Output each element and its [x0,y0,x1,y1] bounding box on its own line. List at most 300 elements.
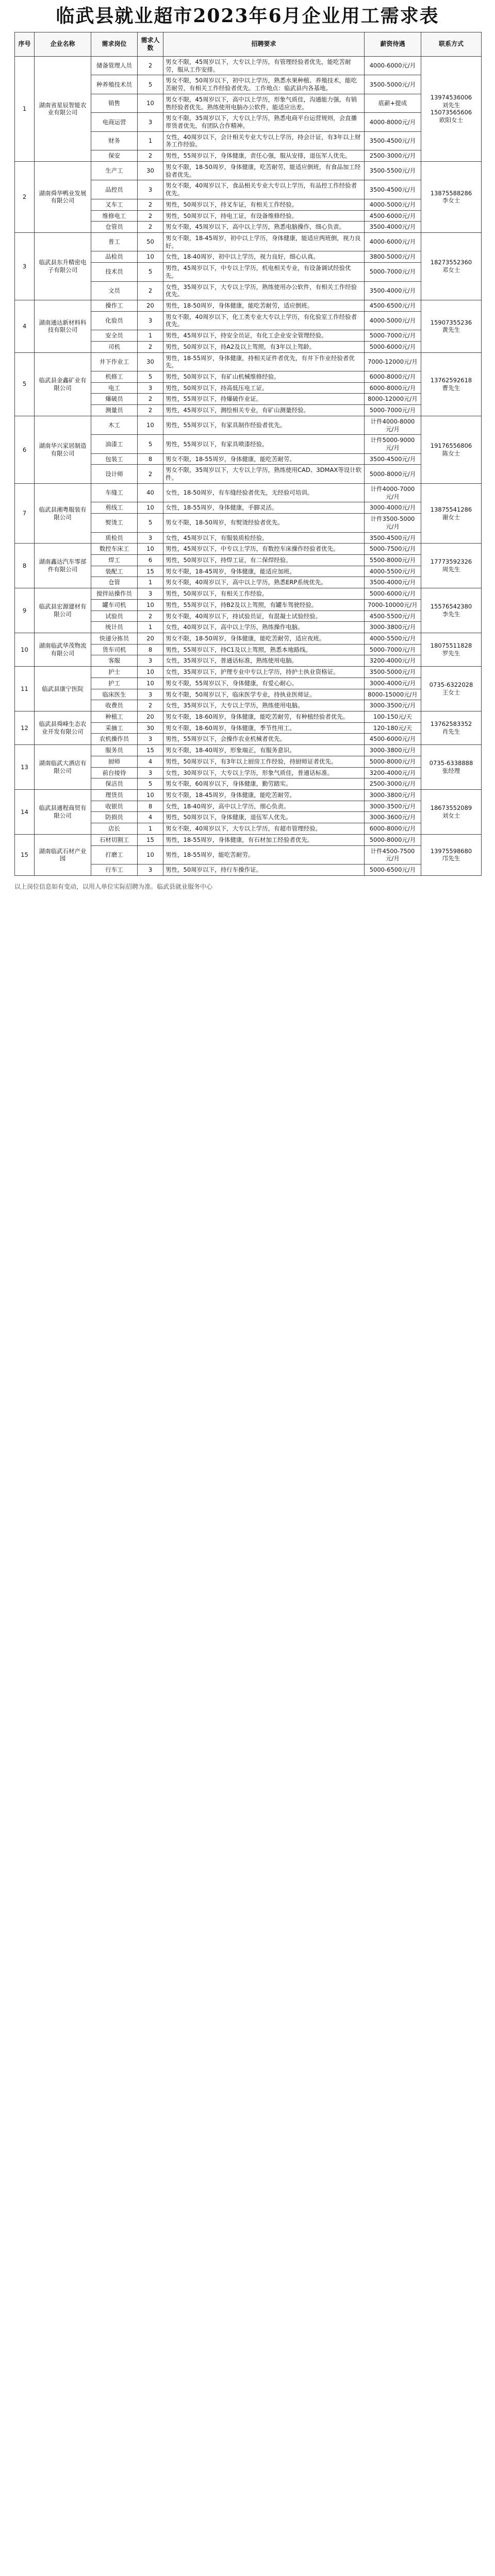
job-salary: 3200-4000元/月 [365,655,421,667]
table-row [15,745,482,756]
job-requirement: 女性，35周岁以下，护理专业中专以上学历，持护士执业资格证。 [163,667,365,678]
company-number: 15 [15,834,35,875]
job-post: 化验员 [91,311,138,330]
company-contact: 0735-6322028 王女士 [421,667,482,711]
company-name: 临武县东升精密电子有限公司 [35,232,91,300]
job-post: 销售 [91,94,138,112]
company-name: 湖南华兴家居制造有限公司 [35,416,91,483]
job-requirement: 男性，50周岁以下，身体健康，退伍军人优先。 [163,812,365,823]
job-post: 前台接待 [91,767,138,778]
company-number: 8 [15,544,35,588]
company-number: 6 [15,416,35,483]
job-salary: 底薪+提成 [365,94,421,112]
job-count: 50 [138,232,163,251]
job-count: 2 [138,210,163,222]
job-salary: 计件5000-9000元/月 [365,435,421,453]
job-requirement: 男女不限，40周岁以下，化工类专业大专以上学历，有化验室工作经验者优先。 [163,311,365,330]
job-post: 打磨工 [91,845,138,864]
job-count: 3 [138,588,163,600]
job-count: 1 [138,823,163,835]
job-salary: 6000-8000元/月 [365,371,421,383]
job-count: 2 [138,394,163,405]
job-count: 20 [138,633,163,644]
table-row [15,667,482,678]
job-requirement: 男女不限，60周岁以下，身体健康，勤劳踏实。 [163,778,365,790]
job-salary: 120-180元/天 [365,722,421,734]
job-salary: 5000-6500元/月 [365,865,421,876]
job-salary: 3500-4500元/月 [365,532,421,544]
job-post: 剪线工 [91,502,138,514]
job-count: 30 [138,722,163,734]
job-post: 防损员 [91,812,138,823]
job-requirement: 女性，35周岁以下，大专以上学历，熟练使用电脑。 [163,700,365,711]
job-requirement: 女性，18-55周岁，身体健康，手脚灵活。 [163,502,365,514]
job-requirement: 男女不限，18-60周岁，身体健康，季节性用工。 [163,722,365,734]
job-salary: 4500-6500元/月 [365,300,421,311]
job-requirement: 男女不限，55周岁以下，身体健康，有爱心耐心。 [163,677,365,689]
job-requirement: 男女不限，18-50周岁，身体健康，吃苦耐劳，能适应倒班，有食品加工经验者优先。 [163,161,365,180]
job-salary: 3500-4000元/月 [365,577,421,588]
job-post: 快递分拣员 [91,633,138,644]
job-requirement: 男女不限，50周岁以下，临床医学专业，持执业医师证。 [163,689,365,700]
company-name: 临武县舜峰生态农业开发有限公司 [35,711,91,745]
job-count: 4 [138,756,163,767]
job-post: 种植工 [91,711,138,723]
job-count: 5 [138,778,163,790]
company-number: 4 [15,300,35,352]
job-salary: 计件4000-7000元/月 [365,483,421,502]
job-requirement: 女性，30周岁以下，大专以上学历，形象气质佳，普通话标准。 [163,767,365,778]
company-name: 湖南舜华鸭业发展有限公司 [35,161,91,232]
job-count: 3 [138,532,163,544]
job-requirement: 男女不限，18-60周岁，身体健康，能吃苦耐劳，有种植经验者优先。 [163,711,365,723]
job-salary: 5000-8000元/月 [365,834,421,845]
job-post: 司机 [91,341,138,352]
company-number: 14 [15,790,35,835]
job-salary: 8000-12000元/月 [365,394,421,405]
job-requirement: 女性，35周岁以下，大专以上学历，熟练使用办公软件，有相关工作经验优先。 [163,281,365,300]
job-count: 1 [138,622,163,633]
job-salary: 3500-4500元/月 [365,131,421,150]
job-post: 维修电工 [91,210,138,222]
job-count: 1 [138,330,163,342]
table-row [15,232,482,251]
job-count: 2 [138,199,163,210]
job-requirement: 男女不限，18-50周岁，有熨烫经验者优先。 [163,514,365,532]
job-salary: 5000-8000元/月 [365,465,421,483]
job-requirement: 男性，50周岁以下，有相关工作经验。 [163,588,365,600]
table-row [15,483,482,502]
job-post: 收银员 [91,801,138,812]
job-salary: 4500-6000元/月 [365,210,421,222]
job-post: 普工 [91,232,138,251]
company-number: 1 [15,57,35,162]
table-row [15,416,482,434]
company-contact: 15907355236 黄先生 [421,300,482,352]
column-header: 需求岗位 [91,32,138,57]
job-post: 木工 [91,416,138,434]
job-count: 2 [138,150,163,162]
job-requirement: 男性，50周岁以下，持焊工证，有二保焊经验。 [163,554,365,566]
job-salary: 2500-3000元/月 [365,778,421,790]
company-name: 临武县湘粤服装有限公司 [35,483,91,543]
company-contact: 18673552089 刘女士 [421,790,482,835]
job-requirement: 男性，50周岁以下，有矿山机械维修经验。 [163,371,365,383]
job-post: 石材切割工 [91,834,138,845]
column-header: 需求人数 [138,32,163,57]
job-count: 3 [138,311,163,330]
company-contact: 18273552360 邓女士 [421,232,482,300]
job-requirement: 男性，18-55周岁，身体健康，有石材加工经验者优先。 [163,834,365,845]
job-salary: 5500-8000元/月 [365,554,421,566]
job-salary: 4500-6000元/月 [365,734,421,745]
job-post: 操作工 [91,300,138,311]
job-requirement: 男性，50周岁以下，有3年以上厨房工作经验，持厨师证者优先。 [163,756,365,767]
job-salary: 3000-3600元/月 [365,812,421,823]
job-post: 文员 [91,281,138,300]
job-count: 20 [138,300,163,311]
company-contact: 13875588286 李女士 [421,161,482,232]
job-post: 爆破员 [91,394,138,405]
job-post: 油漆工 [91,435,138,453]
job-requirement: 男性，18-55周岁，能吃苦耐劳。 [163,845,365,864]
job-post: 熨烫工 [91,514,138,532]
job-salary: 3000-3800元/月 [365,745,421,756]
job-requirement: 男女不限，18-50周岁，身体健康，能吃苦耐劳，适应夜班。 [163,633,365,644]
job-count: 5 [138,371,163,383]
job-salary: 5000-7000元/月 [365,405,421,416]
job-post: 厨师 [91,756,138,767]
job-requirement: 男性，55周岁以下，持爆破作业证。 [163,394,365,405]
table-row [15,588,482,600]
company-name: 湖南临武石材产业园 [35,834,91,875]
company-name: 临武县康宁医院 [35,667,91,711]
job-post: 农机操作员 [91,734,138,745]
company-contact: 18075511828 罗先生 [421,633,482,666]
job-count: 5 [138,435,163,453]
job-count: 30 [138,352,163,371]
company-name: 临武县通程商贸有限公司 [35,790,91,835]
job-requirement: 男女不限，35周岁以下，大专以上学历，熟练使用CAD、3DMAX等设计软件。 [163,465,365,483]
job-salary: 3500-4000元/月 [365,222,421,233]
job-salary: 4500-5500元/月 [365,611,421,622]
job-salary: 3500-5500元/月 [365,161,421,180]
job-salary: 3800-5000元/月 [365,251,421,263]
job-salary: 3500-5000元/月 [365,667,421,678]
job-count: 2 [138,465,163,483]
job-salary: 5000-7500元/月 [365,544,421,555]
job-count: 2 [138,341,163,352]
job-post: 保洁员 [91,778,138,790]
job-post: 车缝工 [91,483,138,502]
job-post: 搅拌站操作员 [91,588,138,600]
job-requirement: 男女不限，40周岁以下，食品相关专业大专以上学历，有品控工作经验者优先。 [163,180,365,199]
column-header: 序号 [15,32,35,57]
job-count: 10 [138,667,163,678]
job-count: 3 [138,865,163,876]
table-row [15,57,482,75]
job-salary: 5000-6000元/月 [365,341,421,352]
table-row [15,544,482,555]
company-number: 12 [15,711,35,745]
table-row [15,633,482,644]
company-number: 11 [15,667,35,711]
job-salary: 5000-7000元/月 [365,330,421,342]
job-requirement: 女性，40周岁以下，高中以上学历，熟练操作电脑。 [163,622,365,633]
job-requirement: 男女不限，40周岁以下，大专以上学历，有超市管理经验。 [163,823,365,835]
job-post: 服务员 [91,745,138,756]
table-row [15,300,482,311]
job-requirement: 男性，18-55周岁，身体健康，持相关证件者优先，有井下作业经验者优先。 [163,352,365,371]
job-requirement: 男性，45周岁以下，中专以上学历，机电相关专业，有设备调试经验优先。 [163,263,365,281]
job-salary: 4000-5500元/月 [365,633,421,644]
company-number: 3 [15,232,35,300]
job-count: 5 [138,75,163,94]
job-count: 10 [138,544,163,555]
company-name: 临武县宏源建材有限公司 [35,588,91,633]
job-requirement: 男性，55周岁以下，有家具喷漆经验。 [163,435,365,453]
job-requirement: 男女不限，35周岁以下，大专以上学历，熟悉电商平台运营规则，会直播带货者优先，有团队合作精神。 [163,113,365,131]
company-name: 湖南鑫达汽车零部件有限公司 [35,544,91,588]
company-number: 5 [15,352,35,416]
job-salary: 计件3500-5000元/月 [365,514,421,532]
job-post: 种养殖技术员 [91,75,138,94]
table-row [15,834,482,845]
job-salary: 4000-8000元/月 [365,113,421,131]
job-post: 数控车床工 [91,544,138,555]
table-row [15,790,482,801]
job-requirement: 男女不限，18-45周岁，初中以上学历，身体健康，能适应两班倒，视力良好。 [163,232,365,251]
job-salary: 3000-4000元/月 [365,677,421,689]
job-count: 10 [138,502,163,514]
job-salary: 6000-8000元/月 [365,382,421,394]
job-post: 临床医生 [91,689,138,700]
table-row [15,161,482,180]
job-salary: 4000-5000元/月 [365,311,421,330]
job-requirement: 女性，45周岁以下，有服装质检经验。 [163,532,365,544]
company-number: 9 [15,588,35,633]
job-count: 3 [138,689,163,700]
job-count: 8 [138,801,163,812]
job-salary: 3000-4000元/月 [365,502,421,514]
job-salary: 5000-6000元/月 [365,588,421,600]
job-post: 罐车司机 [91,599,138,611]
company-contact: 13975598680 邝先生 [421,834,482,875]
job-requirement: 男性，55周岁以下，持C1及以上驾照，熟悉本地路线。 [163,644,365,655]
job-post: 技术员 [91,263,138,281]
footer-note: 以上岗位信息如有变动，以用人单位实际招聘为准。临武县就业服务中心 [14,883,213,890]
job-post: 焊工 [91,554,138,566]
job-requirement: 男性，50周岁以下，持A2及以上驾照，有3年以上驾龄。 [163,341,365,352]
job-salary: 3000-3500元/月 [365,700,421,711]
job-requirement: 女性，18-50周岁，有车缝经验者优先，无经验可培训。 [163,483,365,502]
job-salary: 2500-3000元/月 [365,150,421,162]
job-count: 2 [138,405,163,416]
company-contact: 15576542380 李先生 [421,588,482,633]
job-salary: 7000-12000元/月 [365,352,421,371]
job-count: 30 [138,161,163,180]
job-requirement: 男女不限，45周岁以下，高中以上学历，熟悉电脑操作，细心负责。 [163,222,365,233]
job-post: 包装工 [91,453,138,465]
job-requirement: 女性，40周岁以下，会计相关专业大专以上学历，持会计证，有3年以上财务工作经验。 [163,131,365,150]
job-requirement: 女性，18-40周岁，高中以上学历，细心负责。 [163,801,365,812]
table-row [15,711,482,723]
job-count: 3 [138,767,163,778]
job-requirement: 男女不限，18-45周岁，身体健康，能吃苦耐劳。 [163,790,365,801]
job-requirement: 男女不限，18-45周岁，身体健康，能适应加班。 [163,566,365,577]
job-post: 品控员 [91,180,138,199]
job-post: 质检员 [91,532,138,544]
column-header: 企业名称 [35,32,91,57]
job-count: 15 [138,834,163,845]
company-name: 湖南临武华茂物流有限公司 [35,633,91,666]
job-count: 3 [138,382,163,394]
job-post: 电商运营 [91,113,138,131]
company-contact: 13974536006 刘先生 15073565606 欧阳女士 [421,57,482,162]
job-salary: 100-150元/天 [365,711,421,723]
job-requirement: 女性，35周岁以下，普通话标准，熟练使用电脑。 [163,655,365,667]
job-requirement: 男性，45周岁以下，中专以上学历，有数控车床操作经验者优先。 [163,544,365,555]
job-post: 仓管员 [91,222,138,233]
job-requirement: 男性，50周岁以下，持叉车证，有相关工作经验。 [163,199,365,210]
job-count: 2 [138,611,163,622]
company-contact: 17773592326 周先生 [421,544,482,588]
job-requirement: 男性，55周岁以下，会操作农业机械者优先。 [163,734,365,745]
column-header: 招聘要求 [163,32,365,57]
job-post: 装配工 [91,566,138,577]
company-contact: 13762592618 曹先生 [421,352,482,416]
job-post: 生产工 [91,161,138,180]
job-post: 统计员 [91,622,138,633]
job-count: 15 [138,745,163,756]
job-post: 护士 [91,667,138,678]
job-requirement: 男性，55周岁以下，身体健康，责任心强，服从安排，退伍军人优先。 [163,150,365,162]
job-salary: 4000-6000元/月 [365,232,421,251]
company-number: 13 [15,745,35,790]
company-number: 10 [15,633,35,666]
table-row [15,352,482,371]
job-requirement: 男性，45周岁以下，测绘相关专业，有矿山测量经验。 [163,405,365,416]
company-contact: 0735-6338888 张经理 [421,745,482,790]
job-requirement: 男性，50周岁以下，持行车操作证。 [163,865,365,876]
job-post: 保安 [91,150,138,162]
job-count: 10 [138,251,163,263]
job-post: 叉车工 [91,199,138,210]
job-salary: 3000-3500元/月 [365,801,421,812]
job-post: 货车司机 [91,644,138,655]
job-count: 10 [138,790,163,801]
company-name: 湖南通达新材料科技有限公司 [35,300,91,352]
job-salary: 3000-3800元/月 [365,790,421,801]
job-salary: 3500-4000元/月 [365,281,421,300]
job-count: 10 [138,677,163,689]
job-count: 20 [138,711,163,723]
job-post: 测量员 [91,405,138,416]
job-salary: 6000-8000元/月 [365,823,421,835]
job-post: 行车工 [91,865,138,876]
job-table [14,32,482,876]
job-count: 10 [138,599,163,611]
job-salary: 5000-8000元/月 [365,756,421,767]
table-body [15,57,482,876]
job-post: 品检员 [91,251,138,263]
job-count: 5 [138,263,163,281]
company-number: 7 [15,483,35,543]
company-name: 湖南省星辰智能农业有限公司 [35,57,91,162]
job-salary: 3000-3800元/月 [365,622,421,633]
job-count: 15 [138,566,163,577]
column-header: 联系方式 [421,32,482,57]
job-requirement: 男女不限，50周岁以下，初中以上学历，熟悉水果种植、养殖技术，能吃苦耐劳，有相关工作经验者优先。工作地点：临武县内各基地。 [163,75,365,94]
job-post: 采摘工 [91,722,138,734]
job-count: 2 [138,222,163,233]
job-count: 3 [138,655,163,667]
job-requirement: 男性，55周岁以下，有家具制作经验者优先。 [163,416,365,434]
company-contact: 13875541286 谢女士 [421,483,482,543]
job-salary: 3500-5000元/月 [365,75,421,94]
job-salary: 5000-7000元/月 [365,644,421,655]
job-count: 10 [138,94,163,112]
company-name: 临武县金鑫矿业有限公司 [35,352,91,416]
job-count: 4 [138,812,163,823]
job-requirement: 男性，50周岁以下，持高低压电工证。 [163,382,365,394]
job-requirement: 男性，18-50周岁，身体健康，能吃苦耐劳，适应倒班。 [163,300,365,311]
job-count: 2 [138,700,163,711]
page-title: 临武县就业超市2023年6月企业用工需求表 [56,5,439,27]
job-count: 8 [138,453,163,465]
job-requirement: 女性，18-40周岁，初中以上学历，视力良好，细心认真。 [163,251,365,263]
job-count: 3 [138,180,163,199]
job-salary: 3200-4000元/月 [365,767,421,778]
job-count: 2 [138,57,163,75]
job-salary: 4000-5500元/月 [365,566,421,577]
job-salary: 7000-10000元/月 [365,599,421,611]
company-number: 2 [15,161,35,232]
job-count: 10 [138,416,163,434]
company-name: 湖南临武大酒店有限公司 [35,745,91,790]
job-post: 理货员 [91,790,138,801]
column-header: 薪资待遇 [365,32,421,57]
job-requirement: 男性，45周岁以下，持安全员证，有化工企业安全管理经验。 [163,330,365,342]
job-post: 试验员 [91,611,138,622]
job-post: 井下作业工 [91,352,138,371]
job-count: 5 [138,514,163,532]
job-post: 客服 [91,655,138,667]
job-post: 储备管理人员 [91,57,138,75]
job-salary: 3500-4500元/月 [365,180,421,199]
job-count: 3 [138,113,163,131]
job-requirement: 男女不限，18-55周岁，身体健康，能吃苦耐劳。 [163,453,365,465]
company-contact: 19176556806 陈女士 [421,416,482,483]
job-post: 店长 [91,823,138,835]
job-salary: 8000-15000元/月 [365,689,421,700]
company-contact: 13762583352 肖先生 [421,711,482,745]
table-header-row [15,32,482,57]
job-requirement: 男女不限，40周岁以下，持试验员证，有混凝土试验经验。 [163,611,365,622]
job-count: 40 [138,483,163,502]
job-salary: 4000-5000元/月 [365,199,421,210]
job-salary: 5000-7000元/月 [365,263,421,281]
job-post: 设计师 [91,465,138,483]
job-post: 财务 [91,131,138,150]
job-post: 电工 [91,382,138,394]
job-requirement: 男性，55周岁以下，持B2及以上驾照，有罐车驾驶经验。 [163,599,365,611]
job-count: 1 [138,131,163,150]
job-post: 仓管 [91,577,138,588]
job-salary: 计件4500-7500元/月 [365,845,421,864]
job-salary: 3500-4500元/月 [365,453,421,465]
job-requirement: 男性，50周岁以下，持电工证，有设备维修经验。 [163,210,365,222]
